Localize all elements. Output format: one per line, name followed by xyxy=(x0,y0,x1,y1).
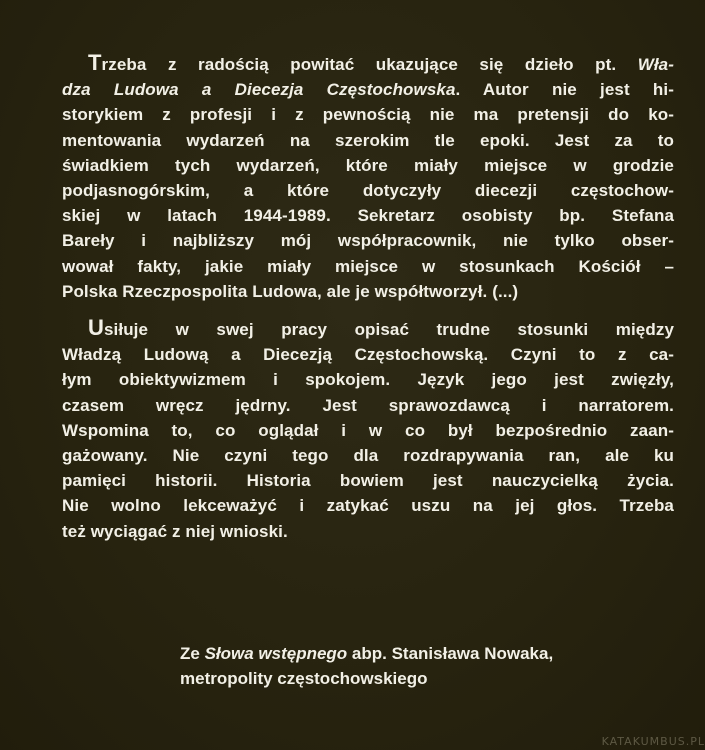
paragraph-2-line-8: Nie wolno lekceważyć i zatykać uszu na jej głos. Trzeba xyxy=(62,496,674,516)
paragraph-1-line-10: Polska Rzeczpospolita Ludowa, ale je współtworzył. (...) xyxy=(62,281,519,301)
paragraph-2-line-1-text: siłuje w swej pracy opisać trudne stosunki między xyxy=(104,320,674,340)
paragraph-1-dropcap: T xyxy=(88,50,102,75)
paragraph-2 xyxy=(62,315,674,544)
paragraph-2-line-9: też wyciągać z niej wnioski. xyxy=(62,521,288,541)
paragraph-1-line-1-text: rzeba z radością powitać ukazujące się dzieło pt. xyxy=(101,55,638,74)
site-watermark: KATAKUMBUS.PL xyxy=(601,735,705,748)
paragraph-2-line-2: Władzą Ludową a Diecezją Częstochowską. Czyni to z ca- xyxy=(62,345,674,365)
attribution-line-1 xyxy=(180,641,650,666)
paragraph-2-line-7: pamięci historii. Historia bowiem jest nauczycielką życia. xyxy=(62,471,674,491)
paragraph-1-line-3: storykiem z profesji i z pewnością nie ma pretensji do ko- xyxy=(62,105,674,125)
quote-text-block xyxy=(62,50,674,544)
paragraph-1-line-4: mentowania wydarzeń na szerokim tle epoki. Jest za to xyxy=(62,130,674,150)
paragraph-1-line-2 xyxy=(62,77,674,102)
attribution-author: abp. Stanisława Nowaka, xyxy=(347,644,554,663)
paragraph-1-line-7: skiej w latach 1944-1989. Sekretarz osobisty bp. Stefana xyxy=(62,206,674,226)
paragraph-1-line-5: świadkiem tych wydarzeń, które miały miejsce w grodzie xyxy=(62,155,674,175)
paragraph-2-dropcap: U xyxy=(88,315,104,341)
attribution-prefix: Ze xyxy=(180,644,205,663)
book-title-part-1: Wła- xyxy=(637,55,674,74)
paragraph-1-line-8: Bareły i najbliższy mój współpracownik, nie tylko obser- xyxy=(62,231,674,251)
paragraph-2-line-5: Wspomina to, co oglądał i w co był bezpośrednio zaan- xyxy=(62,420,674,440)
paragraph-2-line-4: czasem wręcz jędrny. Jest sprawozdawcą i narratorem. xyxy=(62,395,674,415)
paragraph-1-line-9: wował fakty, jakie miały miejsce w stosunkach Kościół – xyxy=(62,256,674,276)
attribution xyxy=(180,641,650,691)
paragraph-1-line-2-text: . Autor nie jest hi- xyxy=(455,80,675,100)
paragraph-2-line-3: łym obiektywizmem i spokojem. Język jego jest zwięzły, xyxy=(62,370,674,390)
paragraph-2-line-6: gażowany. Nie czyni tego dla rozdrapywania ran, ale ku xyxy=(62,446,674,466)
attribution-line-2: metropolity częstochowskiego xyxy=(180,669,428,688)
paragraph-2-line-1 xyxy=(62,315,674,342)
paragraph-1 xyxy=(62,50,674,304)
attribution-source-title: Słowa wstępnego xyxy=(204,644,348,663)
paragraph-1-line-6: podjasnogórskim, a które dotyczyły diecezji częstochow- xyxy=(62,181,674,201)
book-title-part-2: dza Ludowa a Diecezja Częstochowska xyxy=(62,80,456,100)
paragraph-1-line-1 xyxy=(62,50,674,77)
